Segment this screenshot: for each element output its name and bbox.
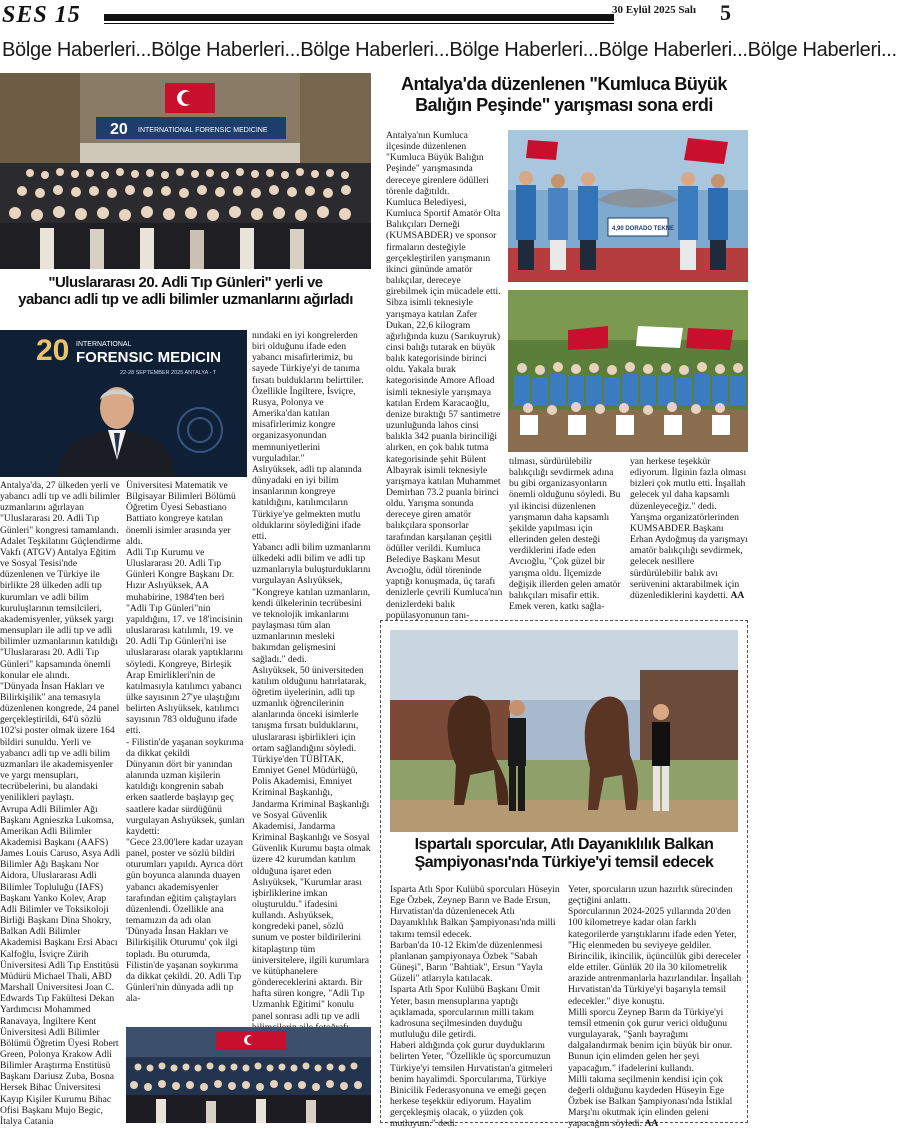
forensic-bottom-group-photo (126, 1027, 371, 1123)
paragraph: Üniversitesi Matematik ve Bilgisayar Bilimleri Bölümü Öğretim Üyesi Sebastiano Battiato kongreye katılan önemli isimler arasında yer aldı. (126, 480, 236, 547)
paragraph: "Gece 23.00'lere kadar uzayan panel, poster ve sözlü bildiri oturumları yapıldı. Ayrıca dört gün boyunca alanında duayen yabancı akademisyenler tarafından eğitim çalıştayları düzenlendi. Özellikle ana temamızın da adı olan 'Dünyada İnsan Hakları ve Bilirkişilik Oturumu' çok ilgi topladı. Bu oturumda, Filistin'de yaşanan soykırıma da dikkat çekildi. 20. Adli Tıp Günleri'nin dünyada adli tıp ala- (126, 837, 243, 1005)
paragraph: Aslıyüksek, 50 üniversiteden katılım olduğunu hatırlatarak, öğretim üyelerinin, adli tıp uzmanlık öğrencilerinin alanlarında önceki isimlerle tanışma fırsatı bulduklarını, uluslararası işbirlikleri için ortam sağlandığını söyledi. (252, 664, 367, 754)
forensic-headline-line1: "Uluslararası 20. Adli Tıp Günleri" yerli ve (48, 274, 323, 291)
paragraph-text: Türkiye'den TÜBİTAK, Emniyet Genel Müdürlüğü, Polis Akademisi, Emniyet Kriminal Başkanlığı, Jandarma Kriminal Başkanlığı ve Sosyal Güvenlik Akademisi, Jandarma Kriminal Başkanlığı ve Sosyal Güvenlik Kurumu başta olmak üzere 42 kurumdan katılım olduğuna işaret eden Aslıyüksek, "Kurumlar arası işbirliklerine imkan oluşturuldu." ifadesini kullandı. Aslıyüksek, kongredeki panel, sözlü sunum ve poster bildirilerini kitaplaştırıp tüm üniversitelere, ilgili kurumlara ve kütüphanelere göndereceklerini aktardı. Bir hafta süren kongre, "Adli Tıp Uzmanlık Eğitimi" konulu panel sonrası adli tıp ve adli (252, 753, 371, 1022)
paragraph (568, 1074, 742, 1129)
paragraph: Antalya'da, 27 ülkeden yerli ve yabancı adli tıp ve adli bilimler uzmanlarını ağırlayan "Uluslararası 20. Adli Tıp Günleri" kongresi tamamlandı. (0, 480, 121, 536)
paragraph: Isparta Atlı Spor Kulübü sporcuları Hüseyin Ege Özbek, Zeynep Barın ve Bade Ersun, Hırvatistan'da düzenlenecek Atlı Dayanıklılık Balkan Şampiyonası'nda milli takımı temsil edecek. (390, 884, 560, 940)
paragraph: Kumluca Belediyesi, Kumluca Sportif Amatör Olta Balıkçıları Derneği (KUMSABDER) ve sponsor firmaların desteğiyle gerçekleştirilen yarışmanın ikinci gününde amatör balıkçılar, dereceye girebilmek için mücadele etti. (386, 196, 501, 298)
fishing-headline (380, 74, 748, 115)
equestrian-col1 (390, 884, 560, 1129)
section-banner: Bölge Haberleri...Bölge Haberleri...Bölge Haberleri...Bölge Haberleri...Bölge Haberleri...Bölge Haberleri... (2, 39, 897, 61)
paragraph: yan herkese teşekkür ediyorum. İlginin fazla olması bizleri çok mutlu etti. İnşallah gelecek yıl daha kapsamlı düzenleyeceğiz." dedi. (630, 456, 747, 512)
paragraph (630, 512, 748, 601)
fishing-group-photo (508, 290, 748, 452)
paragraph: nındaki en iyi kongrelerden biri olduğunu ifade eden yabancı misafirlerimiz, bu sayede Türkiye'yi de tanıma fırsatı bulduklarını belirttiler. Özellikle İngiltere, İsviçre, Rusya, Polonya ve Amerika'dan katılan misafirlerimiz kongre organizasyonundan memnuniyetlerini vurguladılar." (252, 330, 364, 464)
portrait-banner-line2: FORENSIC MEDICIN (76, 349, 222, 366)
paragraph: Isparta Atlı Spor Kulübü Başkanı Ümit Yeter, basın mensuplarına yaptığı açıklamada, sporcularının milli takım kadrosuna seçilmesinden duyduğu mutluluğu dile getirdi. (390, 984, 541, 1041)
paragraph: Adalet Teşkilatını Güçlendirme Vakfı (ATGV) Antalya Eğitim ve Sosyal Tesisi'nde düzenlenen ve Türkiye ile birlikte 28 ülkeden adli tıp kurumları ve adli bilim kuruluşlarının temsilcileri, akademisyenler, yüksek yargı mensupları ile adli tıp ve adli bilimler uzmanlarının katıldığı "Uluslararası 20. Adli Tıp Günleri" kapsamında önemli konular ele alındı. (0, 535, 121, 681)
forensic-group-photo (0, 73, 371, 269)
fishing-col3 (630, 456, 748, 610)
equestrian-photo (390, 630, 738, 832)
signature: AA (644, 1118, 659, 1129)
forensic-portrait-photo (0, 330, 247, 477)
paragraph: Sibza isimli teknesiyle yarışmaya katılan Zafer Dukan, 22,6 kilogram ağırlığında kuzu (Sarıkuyruk) cinsi balığı tutarak en büyük balık kategorisinde birinci oldu. Yakala bırak kategorisinde Amore Afload isimli teknesiyle yarışmaya katılan Erdem Karacaoğlu, denize bıraktığı 57 santimetre uzunluğunda lahos cinsi balıkla 342 puanla birinciliği alırken, en çok balık tutma kategorisinde şehit Bülent Albayrak isimli teknesiyle yarışmaya katılan Muhammet Demirhan 73.2 puanla birinci oldu. Yarışma sonunda dereceye giren amatör balıkçılara sponsorlar tarafından karşılanan çeşitli ödüller verildi. Kumluca Belediye Başkanı Mesut Avcıoğlu, ödül töreninde yaptığı konuşmada, üç tarafı denizlerle çevrili Kumluca'nın denizlerdeki balık popülasyonunun tanı- (386, 297, 503, 621)
masthead-rule-thin (104, 23, 614, 24)
equestrian-col2 (568, 884, 742, 1129)
paragraph: tılması, sürdürülebilir balıkçılığı sevdirmek adına bu gibi organizasyonların önemli olduğunu söyledi. Bu yıl ikincisi düzenlenen yarışmanın daha kapsamlı şekilde yapılması için ellerinden gelen desteği verdiklerini ifade eden Avcıoğlu, "Çok güzel bir yarışma oldu. İlçemizde değişik illerden gelen amatör balıkçıları misafir ettik. Emek veren, katkı sağla- (509, 456, 621, 613)
paragraph: Adli Tıp Kurumu ve Uluslararası 20. Adli Tıp Günleri Kongre Başkanı Dr. Hızır Aslıyüksek, AA muhabirine, 1984'ten beri "Adli Tıp Günleri"nin yapıldığını, 17. ve 18'incisinin uluslararası katılımlı, 19. ve 20. Adli Tıp Günleri'ni ise uluslararası olarak yaptıklarını söyledi. Kongreye, Birleşik Arap Emirlikleri'nin de katılmasıyla katılımcı yabancı ülke sayısının 27'ye ulaştığını belirten Aslıyüksek, katılımcı sayısının 783 olduğunu ifade etti. (126, 546, 244, 737)
masthead-rule (104, 14, 614, 21)
paragraph: - Filistin'de yaşanan soykırıma da dikkat çekildi (126, 736, 244, 759)
portrait-banner-line3: 22-28 SEPTEMBER 2025 ANTALYA - T (120, 370, 217, 376)
paragraph: Dünyanın dört bir yanından alanında uzman kişilerin katıldığı kongrenin sabah erken saatlerde başlayıp geç saatlere kadar sürdüğünü vurgulayan Aslıyüksek, şunları kaydetti: (126, 758, 245, 837)
stage-banner-number: 20 (110, 121, 128, 138)
page-number: 5 (720, 0, 731, 25)
paragraph-text: Yarışma organizatörlerinden KUMSABDER Başkanı Erhan Aydoğmuş da yarışmayı amatör balıkçılığı sevdirmek, gelecek nesillere sürdürülebilir balık avı serüvenini aktarabilmek için düzenlediklerini kaydetti. (630, 511, 748, 601)
paragraph: Haberi aldığında çok gurur duyduklarını belirten Yeter, "Özellikle üç sporcumuzun Türkiye'yi temsilen Hırvatistan'a gitmeleri benim hayalimdi. Sporcularıma, Türkiye Binicilik Federasyonuna ve emeği geçen herkese teşekkür ediyorum. Hayalim gerçekleşmiş olacak, o yüzden çok mutluyum." dedi. (390, 1040, 553, 1129)
issue-date: 30 Eylül 2025 Salı (612, 4, 697, 16)
equestrian-headline-line1: Ispartalı sporcular, Atlı Dayanıklılık Balkan (414, 836, 714, 853)
paragraph: Antalya'nın Kumluca ilçesinde düzenlenen "Kumluca Büyük Balığın Peşinde" yarışmasında dereceye girenlere ödülleri törenle dağıtıldı. (386, 130, 489, 197)
paragraph: "Dünyada İnsan Hakları ve Bilirkişilik" ana temasıyla düzenlenen kongrede, 24 panel gerçekleştirildi, 64'ü sözlü 102'si poster olmak üzere 164 bildiri sunuldu. Yerli ve yabancı adli tıp ve adli bilim uzmanları ile akademisyenler ve yargı mensupları, tecrübelerini, bu alandaki yenilikleri paylaştı. (0, 680, 120, 804)
forensic-headline (0, 274, 371, 309)
fishing-headline-line2: Balığın Peşinde" yarışması sona erdi (415, 94, 713, 115)
forensic-headline-line2: yabancı adli tıp ve adli bilimler uzmanlarını ağırladı (18, 291, 353, 309)
fishing-col2 (509, 456, 624, 613)
paragraph: Aslıyüksek, adli tıp alanında dünyadaki en iyi bilim insanlarının kongreye katıldığını, katılımcıların Türkiye'ye gelmekten mutlu olduklarını söylediğini ifade etti. (252, 463, 362, 542)
stage-banner-text: INTERNATIONAL FORENSIC MEDICINE (138, 127, 268, 134)
portrait-banner-number: 20 (36, 334, 70, 367)
paragraph: Barban'da 10-12 Ekim'de düzenlenmesi planlanan şampiyonaya Özbek "Sabah Güneşi", Barın "Bahtiak", Ersun "Yayla Güzeli" atlarıyla katılacak. (390, 939, 543, 985)
fishing-headline-line1: Antalya'da düzenlenen "Kumluca Büyük (401, 74, 727, 94)
newspaper-name: SES 15 (2, 2, 81, 28)
forensic-col3 (252, 330, 371, 1024)
equestrian-headline-line2: Şampiyonası'nda Türkiye'yi temsil edecek (414, 854, 714, 872)
fishing-ceremony-photo (508, 130, 748, 282)
forensic-col2 (126, 480, 247, 1023)
fish-sign-text: 4,90 DORADO TEKNE (612, 226, 675, 232)
paragraph: Avrupa Adli Bilimler Ağı Başkanı Agnieszka Lukomsa, Amerikan Adli Bilimler Akademisi Başkanı (AAFS) James Louis Caruso, Asya Adli Bilimler Ağı Başkanı Nor Aidora, Uluslararası Adli Bilimler Topluluğu (IAFS) Başkanı Yanko Kolev, Arap Adli Bilimler ve Toksikoloji Birliği Başkanı Dina Shokry, Balkan Adli Bilimler Akademisi Başkanı Ersi Abacı Kalfoğlu, İsviçre Zürih Üniversitesi Adli Tıp Enstitüsü Müdürü Michael Thali, ABD Marshall Üniversitesi Joan C. Edwards Tıp Fakültesi Dekan Yardımcısı Mohammed Ranavaya, İngiltere Kent Üniversitesi Adli Bilimler Bölümü Öğretim Üyesi Robert Green, Polonya Krakow Adli Bilimler Araştırma Enstitüsü Başkanı Dariusz Zuba, Bosna Hersek Bihac Üniversitesi Kayıp Kişiler Kurumu Bihac Ofisi Başkanı Mujo Begic, İtalya Catania (0, 803, 121, 1127)
masthead (0, 0, 750, 34)
paragraph: Milli sporcu Zeynep Barın da Türkiye'yi temsil etmenin çok gurur verici olduğunu vurgulayarak, "Şanlı bayrağımı dalgalandırmak benim için büyük bir onur. Bunun için elimden gelen her şeyi yapacağım." ifadelerini kullandı. (568, 1006, 733, 1074)
forensic-col1 (0, 480, 122, 1127)
paragraph (252, 754, 371, 1044)
paragraph: Sporcularının 2024-2025 yıllarında 20'den 100 kilometreye kadar olan farklı kategorilerde yarıştıklarını ifade eden Yeter, "Hiç elenmeden bu seviyeye geldiler. Birincilik, ikincilik, üçüncülük gibi dereceler elde ettiler. Günlük 20 ila 30 kilometrelik arazide antrenmanlarla hazırlandılar. İnşallah Hırvatistan'da Türkiye'yi başarıyla temsil edecekler." diye konuştu. (568, 906, 742, 1007)
equestrian-headline (384, 836, 744, 873)
paragraph: Yeter, sporcuların uzun hazırlık sürecinden geçtiğini anlattı. (568, 884, 733, 907)
paragraph-text: Milli takıma seçilmenin kendisi için çok değerli olduğunu kaydeden Hüseyin Ege Özbek ise Balkan Şampiyonası'nda İstiklal Marşı'nı okutmak için elinden geleni yapacağını söyledi. (568, 1073, 733, 1129)
signature: AA (730, 589, 745, 601)
fishing-col1 (386, 130, 503, 621)
paragraph: Yabancı adli bilim uzmanlarını ülkedeki adli bilim ve adli tıp uzmanlarıyla buluşturduklarını vurgulayan Aslıyüksek, "Kongreye katılan uzmanların, kendi ülkelerinin tecrübesini ve teknolojik imkanlarını paylaşması tüm alan uzmanlarının mesleki bakımdan gelişmesini sağladı." dedi. (252, 541, 371, 665)
portrait-banner-line1: INTERNATIONAL (76, 341, 132, 348)
